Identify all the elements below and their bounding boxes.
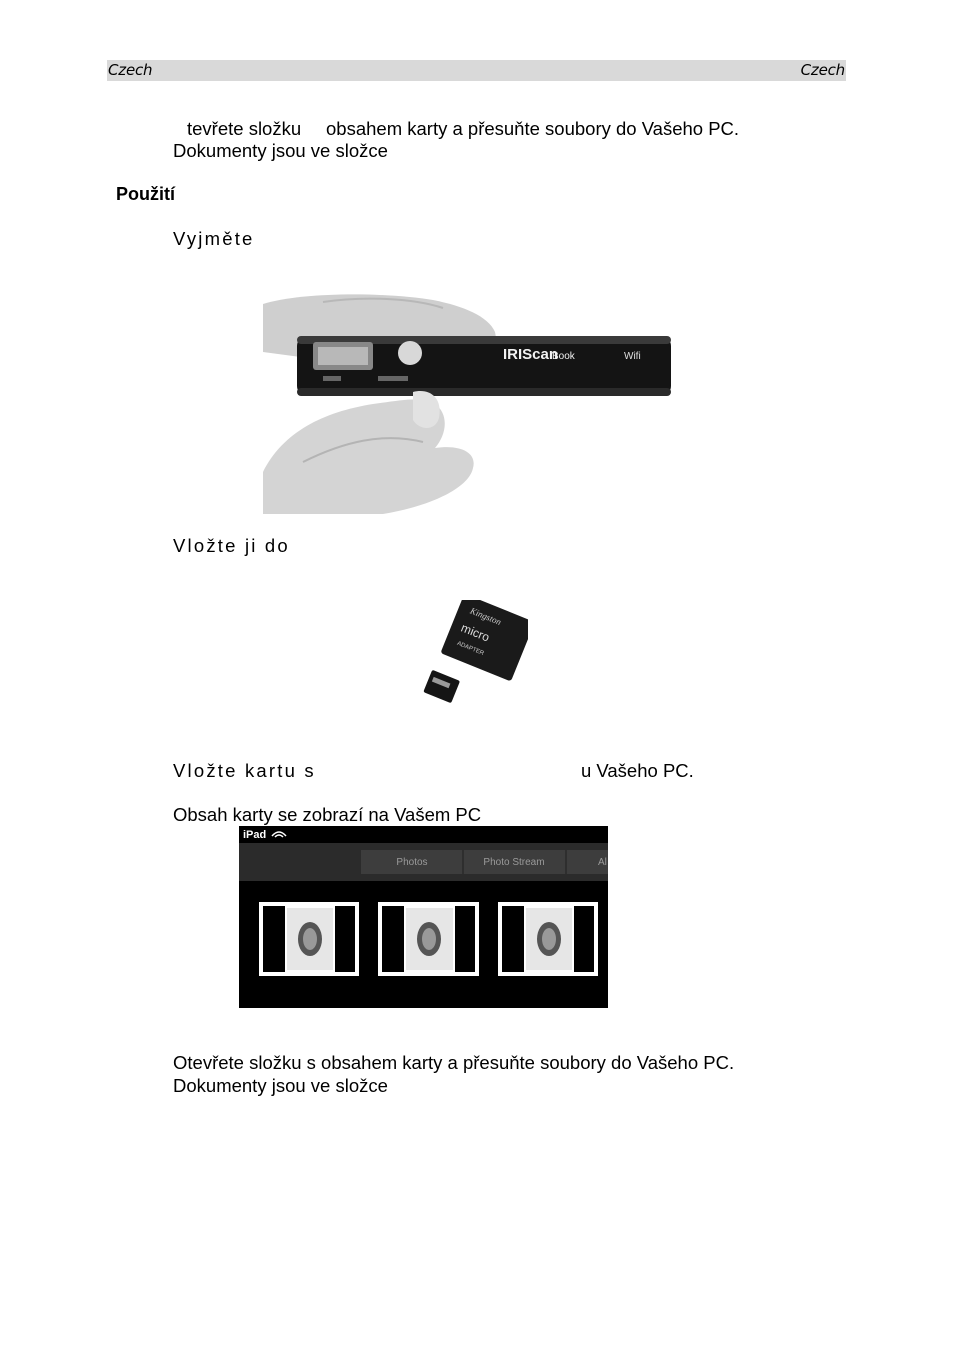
photo-thumbnail[interactable] xyxy=(498,902,598,976)
sd-adapter-label: ADAPTER xyxy=(456,640,485,657)
step-4-text: Obsah karty se zobrazí na Vašem PC xyxy=(173,804,482,825)
header-language-left: Czech xyxy=(108,61,153,79)
scanner-brand-label: IRIScan xyxy=(503,346,559,363)
step-1-text: Vyjměte xyxy=(173,228,255,249)
scanner-photo xyxy=(263,292,673,514)
scanner-model-label: Book xyxy=(552,351,575,362)
ipad-screenshot xyxy=(239,826,608,1008)
step-3-text-a: Vložte kartu s xyxy=(173,760,316,781)
scanner-wifi-label: Wifi xyxy=(624,351,641,362)
paragraph-1-line-1a: tevřete složku xyxy=(187,118,302,139)
photo-thumbnail[interactable] xyxy=(259,902,359,976)
tab-photos[interactable]: Photos xyxy=(396,857,428,868)
step-3-text-b: u Vašeho PC. xyxy=(581,760,694,781)
paragraph-1-line-2: Dokumenty jsou ve složce xyxy=(173,140,388,161)
tab-albums[interactable]: Al xyxy=(598,857,607,868)
paragraph-2-line-2: Dokumenty jsou ve složce xyxy=(173,1075,388,1096)
sd-micro-label: micro xyxy=(459,620,492,645)
sd-card-photo xyxy=(418,600,528,706)
paragraph-2-line-1: Otevřete složku s obsahem karty a přesuňte soubory do Vašeho PC. xyxy=(173,1052,735,1073)
ipad-status-label: iPad xyxy=(243,829,267,841)
page-header xyxy=(107,60,846,81)
photo-thumbnail[interactable] xyxy=(378,902,479,976)
step-2-text: Vložte ji do xyxy=(173,535,290,556)
section-title: Použití xyxy=(116,184,175,204)
tab-photo-stream[interactable]: Photo Stream xyxy=(483,857,545,868)
sd-brand-label: Kingston xyxy=(468,605,503,628)
header-language-right: Czech xyxy=(800,61,845,79)
paragraph-1-line-1b: obsahem karty a přesuňte soubory do Vašeho PC. xyxy=(326,118,740,139)
